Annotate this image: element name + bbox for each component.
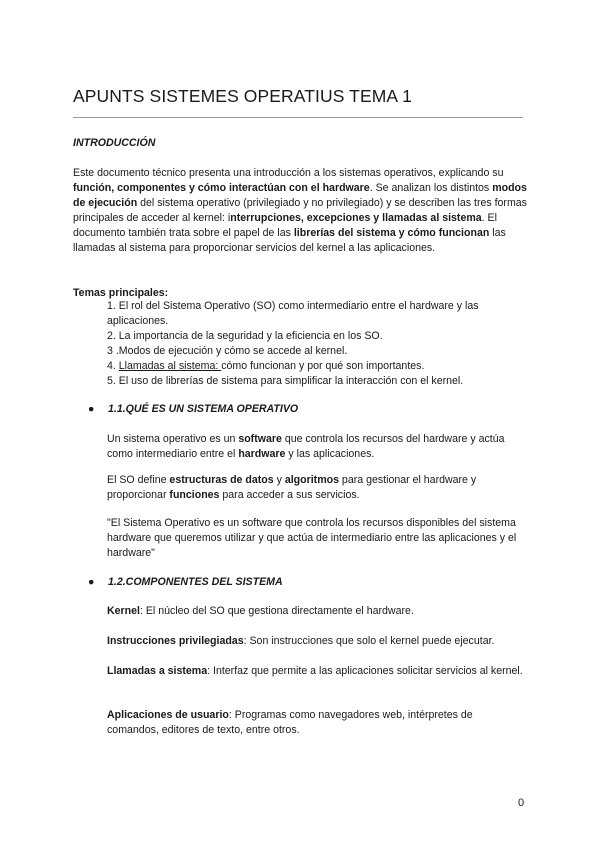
component-privileged-instructions bbox=[107, 634, 527, 649]
intro-text-5: las llamadas al sistema para proporcionar servicios del kernel a las aplicaciones. bbox=[73, 227, 506, 254]
intro-paragraph bbox=[73, 166, 528, 256]
page-number: 0 bbox=[518, 797, 525, 809]
component-apps-term: Aplicaciones de usuario bbox=[107, 709, 229, 721]
section-1-title: 1.1.QUÉ ES UN SISTEMA OPERATIVO bbox=[108, 403, 299, 415]
section-2-heading bbox=[88, 576, 283, 588]
bullet-icon: ● bbox=[88, 403, 95, 415]
component-privileged-term: Instrucciones privilegiadas bbox=[107, 635, 244, 647]
component-syscalls-desc: : Interfaz que permite a las aplicaciones solicitar servicios al kernel. bbox=[207, 665, 523, 677]
tema-item-5: 5. El uso de librerías de sistema para simplificar la interacción con el kernel. bbox=[107, 375, 464, 387]
intro-bold-1: función, componentes y cómo interactúan con el hardware bbox=[73, 182, 370, 194]
s1-p2-bold-3: funciones bbox=[169, 489, 220, 501]
tema-item-3: 3 .Modos de ejecución y cómo se accede al kernel. bbox=[107, 345, 348, 357]
component-syscalls-term: Llamadas a sistema bbox=[107, 665, 208, 677]
tema-item-4-rest: cómo funcionan y por qué son importantes. bbox=[221, 360, 425, 372]
tema-item-2: 2. La importancia de la seguridad y la eficiencia en los SO. bbox=[107, 330, 383, 342]
s1-p2-text-3: para gestionar el hardware y proporcionar bbox=[107, 474, 477, 501]
tema-item-4 bbox=[107, 359, 527, 374]
intro-text-2: . Se analizan los distintos bbox=[369, 182, 493, 194]
s1-p2-text-1: El SO define bbox=[107, 474, 170, 486]
section-1-paragraph-2 bbox=[107, 473, 527, 503]
s1-p2-bold-2: algoritmos bbox=[284, 474, 339, 486]
component-apps-desc: : Programas como navegadores web, intérpretes de comandos, editores de texto, entre otros. bbox=[107, 709, 473, 736]
component-privileged-desc: : Son instrucciones que solo el kernel puede ejecutar. bbox=[243, 635, 495, 647]
tema-item-4-prefix: 4. bbox=[107, 360, 119, 372]
s1-p1-bold-2: hardware bbox=[238, 448, 286, 460]
section-2-title: 1.2.COMPONENTES DEL SISTEMA bbox=[108, 576, 283, 588]
title-divider bbox=[73, 117, 523, 118]
intro-bold-4: librerías del sistema y cómo funcionan bbox=[293, 227, 490, 239]
component-kernel-term: Kernel bbox=[107, 605, 140, 617]
tema-item-1: 1. El rol del Sistema Operativo (SO) como intermediario entre el hardware y las aplicaciones. bbox=[107, 300, 479, 327]
intro-bold-2: modos de ejecución bbox=[73, 182, 527, 209]
intro-text-4: . El documento también trata sobre el papel de las bbox=[73, 212, 497, 239]
s1-p1-bold-1: software bbox=[238, 433, 282, 445]
temas-heading: Temas principales: bbox=[73, 287, 169, 299]
s1-p2-text-2: y bbox=[273, 474, 285, 486]
s1-p1-text-1: Un sistema operativo es un bbox=[107, 433, 239, 445]
component-system-calls bbox=[107, 664, 527, 679]
s1-p2-text-4: para acceder a sus servicios. bbox=[219, 489, 360, 501]
s1-p2-bold-1: estructuras de datos bbox=[169, 474, 274, 486]
section-1-heading bbox=[88, 403, 298, 415]
temas-list bbox=[107, 299, 527, 389]
s1-p1-text-3: y las aplicaciones. bbox=[285, 448, 375, 460]
component-user-apps bbox=[107, 708, 527, 738]
component-kernel bbox=[107, 604, 527, 619]
s1-p1-text-2: que controla los recursos del hardware y actúa como intermediario entre el bbox=[107, 433, 505, 460]
bullet-icon: ● bbox=[88, 576, 95, 588]
intro-heading: INTRODUCCIÓN bbox=[73, 137, 156, 149]
document-title: APUNTS SISTEMES OPERATIUS TEMA 1 bbox=[73, 86, 413, 106]
section-1-paragraph-1 bbox=[107, 432, 527, 462]
tema-item-4-underlined: Llamadas al sistema: bbox=[118, 360, 222, 372]
component-kernel-desc: : El núcleo del SO que gestiona directamente el hardware. bbox=[139, 605, 414, 617]
intro-text-1: Este documento técnico presenta una introducción a los sistemas operativos, explicando su bbox=[73, 167, 504, 179]
intro-bold-3: nterrupciones, excepciones y llamadas al sistema bbox=[230, 212, 482, 224]
section-1-quote: "El Sistema Operativo es un software que controla los recursos disponibles del sistema hardware que queremos utilizar y que actúa de intermediario entre las aplicaciones y el hardware" bbox=[107, 517, 517, 559]
intro-text-3: del sistema operativo (privilegiado y no privilegiado) y se describen las tres formas principales de acceder al kernel: i bbox=[73, 197, 527, 224]
